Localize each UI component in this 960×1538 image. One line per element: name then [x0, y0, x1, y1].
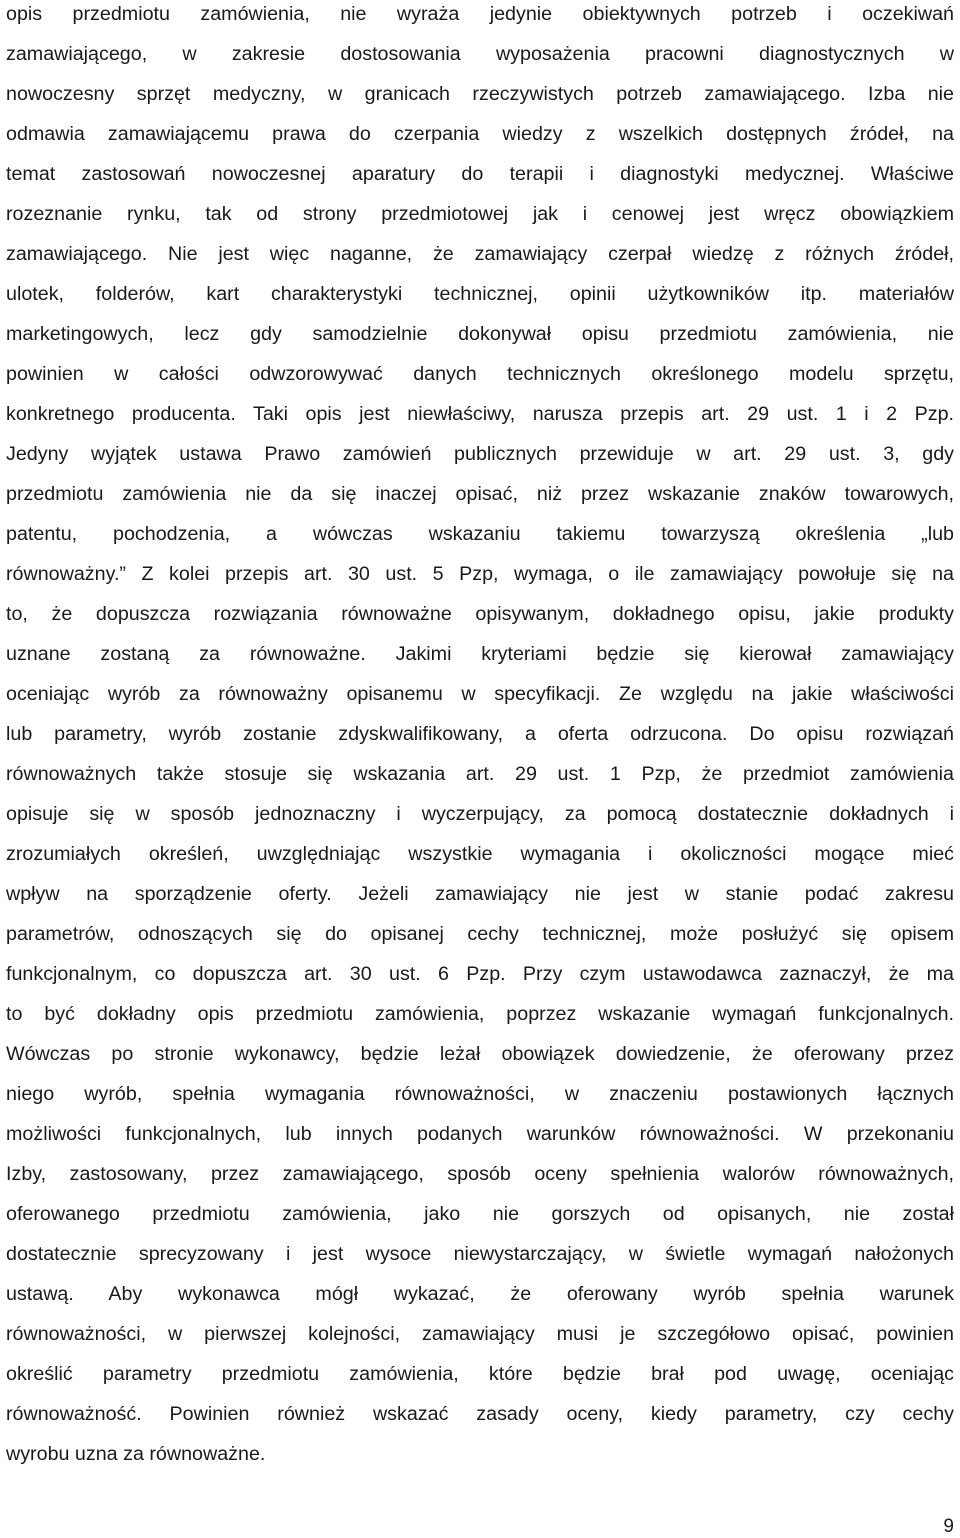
page-number: 9	[943, 1516, 954, 1537]
text-line: zamawiającego, w zakresie dostosowania wyposażenia pracowni diagnostycznych w	[6, 43, 954, 65]
text-line: konkretnego producenta. Taki opis jest niewłaściwy, narusza przepis art. 29 ust. 1 i 2 Pzp.	[6, 403, 954, 425]
text-line: opisuje się w sposób jednoznaczny i wyczerpujący, za pomocą dostatecznie dokładnych i	[6, 803, 954, 825]
text-line: Jedyny wyjątek ustawa Prawo zamówień publicznych przewiduje w art. 29 ust. 3, gdy	[6, 443, 954, 465]
text-line: dostatecznie sprecyzowany i jest wysoce niewystarczający, w świetle wymagań nałożonych	[6, 1243, 954, 1265]
text-line: Wówczas po stronie wykonawcy, będzie leżał obowiązek dowiedzenie, że oferowany przez	[6, 1043, 954, 1065]
text-line: oceniając wyrób za równoważny opisanemu w specyfikacji. Ze względu na jakie właściwości	[6, 683, 954, 705]
text-line: marketingowych, lecz gdy samodzielnie dokonywał opisu przedmiotu zamówienia, nie	[6, 323, 954, 345]
document-body	[6, 0, 954, 1474]
text-line: lub parametry, wyrób zostanie zdyskwalifikowany, a oferta odrzucona. Do opisu rozwiązań	[6, 723, 954, 745]
text-line: niego wyrób, spełnia wymagania równoważności, w znaczeniu postawionych łącznych	[6, 1083, 954, 1105]
text-line: oferowanego przedmiotu zamówienia, jako nie gorszych od opisanych, nie został	[6, 1203, 954, 1225]
text-line: Izby, zastosowany, przez zamawiającego, sposób oceny spełnienia walorów równoważnych,	[6, 1163, 954, 1185]
text-line: temat zastosowań nowoczesnej aparatury do terapii i diagnostyki medycznej. Właściwe	[6, 163, 954, 185]
text-line: to, że dopuszcza rozwiązania równoważne opisywanym, dokładnego opisu, jakie produkty	[6, 603, 954, 625]
text-line: odmawia zamawiającemu prawa do czerpania wiedzy z wszelkich dostępnych źródeł, na	[6, 123, 954, 145]
text-line: ulotek, folderów, kart charakterystyki technicznej, opinii użytkowników itp. materiałów	[6, 283, 954, 305]
text-line: rozeznanie rynku, tak od strony przedmiotowej jak i cenowej jest wręcz obowiązkiem	[6, 203, 954, 225]
text-line: powinien w całości odwzorowywać danych technicznych określonego modelu sprzętu,	[6, 363, 954, 385]
text-line-last: wyrobu uzna za równoważne.	[6, 1443, 266, 1465]
text-line: możliwości funkcjonalnych, lub innych podanych warunków równoważności. W przekonaniu	[6, 1123, 954, 1145]
text-line: uznane zostaną za równoważne. Jakimi kryteriami będzie się kierował zamawiający	[6, 643, 954, 665]
text-line: równoważności, w pierwszej kolejności, zamawiający musi je szczegółowo opisać, powinien	[6, 1323, 954, 1345]
text-line: nowoczesny sprzęt medyczny, w granicach rzeczywistych potrzeb zamawiającego. Izba nie	[6, 83, 954, 105]
text-line: zrozumiałych określeń, uwzględniając wszystkie wymagania i okoliczności mogące mieć	[6, 843, 954, 865]
text-line: równoważność. Powinien również wskazać zasady oceny, kiedy parametry, czy cechy	[6, 1403, 954, 1425]
text-line: ustawą. Aby wykonawca mógł wykazać, że oferowany wyrób spełnia warunek	[6, 1283, 954, 1305]
text-line: określić parametry przedmiotu zamówienia, które będzie brał pod uwagę, oceniając	[6, 1363, 954, 1385]
text-line: zamawiającego. Nie jest więc naganne, że zamawiający czerpał wiedzę z różnych źródeł,	[6, 243, 954, 265]
text-line: równoważny.” Z kolei przepis art. 30 ust. 5 Pzp, wymaga, o ile zamawiający powołuje się na	[6, 563, 954, 585]
text-line: patentu, pochodzenia, a wówczas wskazaniu takiemu towarzyszą określenia „lub	[6, 523, 954, 545]
text-line: funkcjonalnym, co dopuszcza art. 30 ust. 6 Pzp. Przy czym ustawodawca zaznaczył, że ma	[6, 963, 954, 985]
text-line: przedmiotu zamówienia nie da się inaczej opisać, niż przez wskazanie znaków towarowych,	[6, 483, 954, 505]
text-line: równoważnych także stosuje się wskazania art. 29 ust. 1 Pzp, że przedmiot zamówienia	[6, 763, 954, 785]
text-line: opis przedmiotu zamówienia, nie wyraża jedynie obiektywnych potrzeb i oczekiwań	[6, 3, 954, 25]
text-line: wpływ na sporządzenie oferty. Jeżeli zamawiający nie jest w stanie podać zakresu	[6, 883, 954, 905]
text-line: parametrów, odnoszących się do opisanej cechy technicznej, może posłużyć się opisem	[6, 923, 954, 945]
text-line: to być dokładny opis przedmiotu zamówienia, poprzez wskazanie wymagań funkcjonalnych.	[6, 1003, 954, 1025]
